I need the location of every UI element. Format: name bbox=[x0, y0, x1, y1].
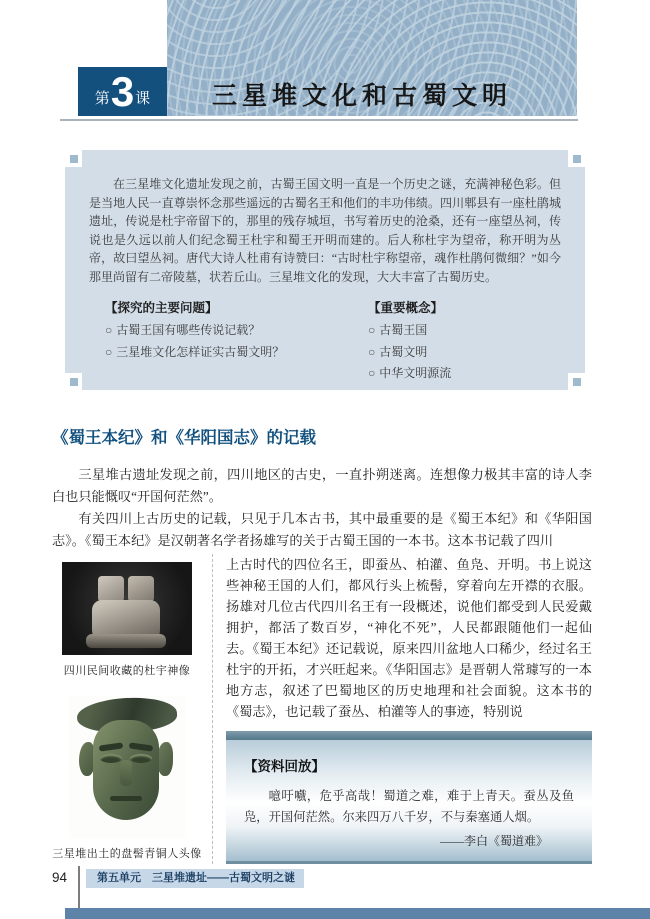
statue-shape bbox=[86, 634, 166, 648]
intro-panel bbox=[65, 150, 585, 390]
questions-heading: 【探究的主要问题】 bbox=[105, 301, 218, 315]
corner-square-icon bbox=[65, 373, 82, 390]
body-paragraph: 三星堆古遗址发现之前，四川地区的古史，一直扑朔迷离。连想像力极其丰富的诗人李白也只能慨叹“开国何茫然”。 bbox=[52, 467, 592, 504]
lesson-number-badge bbox=[78, 67, 167, 116]
circle-bullet-icon: ○ bbox=[105, 344, 113, 359]
lesson-prefix: 第 bbox=[94, 90, 110, 107]
section-heading: 《蜀王本纪》和《华阳国志》的记载 bbox=[52, 429, 316, 447]
concept-item bbox=[368, 342, 548, 364]
concept-text: 古蜀王国 bbox=[379, 323, 428, 337]
body-paragraph: 有关四川上古历史的记载，只见于几本古书，其中最重要的是《蜀王本纪》和《华阳国志》。《蜀王本纪》是汉朝著名学者扬雄写的关于古蜀王国的一本书。这本书记载了四川 bbox=[52, 511, 592, 548]
bronze-shape bbox=[120, 760, 132, 786]
header-divider bbox=[60, 119, 578, 121]
lesson-number: 3 bbox=[110, 67, 135, 115]
statue-photo bbox=[62, 562, 192, 655]
bronze-shape bbox=[157, 742, 173, 776]
figure-caption: 三星堆出土的盘髻青铜人头像 bbox=[52, 848, 202, 860]
corner-square-icon bbox=[568, 373, 585, 390]
intro-paragraph: 在三星堆文化遗址发现之前，古蜀王国文明一直是一个历史之谜，充满神秘色彩。但是当地人民一直尊崇怀念那些遥远的古蜀名王和他们的丰功伟绩。四川郫县有一座杜鹃城遗址，传说是杜宇帝留下的，那里的残存城垣，书写着历史的沧桑，还有一座望丛祠，传说也是久远以前人们纪念蜀王杜宇和蜀王开明而建的。后人称杜宇为望帝，称开明为丛帝，故曰望丛祠。唐代大诗人杜甫有诗赞曰：“古时杜宇称望帝，魂作杜鹃何微细？”如今那里尚留有二帝陵墓，状若丘山。三星堆文化的发现，大大丰富了古蜀历史。 bbox=[89, 177, 561, 284]
box-top-bar bbox=[226, 731, 592, 740]
box-body bbox=[226, 740, 592, 861]
concept-item bbox=[368, 363, 548, 385]
concepts-column bbox=[368, 298, 548, 385]
bronze-shape bbox=[110, 796, 142, 801]
corner-square-icon bbox=[65, 150, 82, 167]
concept-text: 中华文明源流 bbox=[379, 366, 452, 380]
circle-bullet-icon: ○ bbox=[368, 344, 376, 359]
question-text: 三星堆文化怎样证实古蜀文明？ bbox=[116, 344, 285, 359]
circle-bullet-icon: ○ bbox=[368, 323, 376, 337]
quote-text: 噫吁嚱，危乎高哉！蜀道之难，难于上青天。蚕丛及鱼凫，开国何茫然。尔来四万八千岁，不与秦塞通人烟。 bbox=[244, 789, 574, 824]
corner-square-icon bbox=[568, 150, 585, 167]
bottom-accent-bar bbox=[65, 908, 650, 919]
unit-banner: 第五单元 三星堆遗址——古蜀文明之谜 bbox=[86, 869, 304, 888]
statue-shape bbox=[98, 576, 124, 602]
question-item bbox=[105, 342, 368, 364]
statue-shape bbox=[128, 576, 154, 602]
figure-caption: 四川民间收藏的杜宇神像 bbox=[63, 665, 191, 677]
concept-text: 古蜀文明 bbox=[379, 344, 428, 359]
questions-column bbox=[105, 298, 368, 385]
lesson-suffix: 课 bbox=[135, 90, 151, 107]
concepts-heading: 【重要概念】 bbox=[368, 301, 444, 315]
circle-bullet-icon: ○ bbox=[368, 366, 376, 380]
figure-column bbox=[52, 554, 213, 864]
question-item bbox=[105, 320, 368, 342]
bronze-shape bbox=[130, 754, 152, 763]
main-content bbox=[52, 424, 592, 864]
question-text: 古蜀王国有哪些传说记载？ bbox=[116, 323, 261, 337]
quote-attribution: ——李白《蜀道难》 bbox=[439, 834, 548, 848]
box-heading: 【资料回放】 bbox=[244, 759, 325, 774]
circle-bullet-icon: ○ bbox=[105, 323, 113, 337]
box-bottom-bar bbox=[226, 861, 592, 864]
source-replay-box bbox=[226, 731, 592, 864]
page-title: 三星堆文化和古蜀文明 bbox=[212, 83, 513, 110]
two-column-layout bbox=[52, 554, 592, 864]
bronze-shape bbox=[100, 754, 122, 763]
intro-columns bbox=[65, 286, 585, 385]
bronze-head-photo bbox=[69, 696, 185, 838]
concept-item bbox=[368, 320, 548, 342]
page-number: 94 bbox=[52, 870, 68, 885]
body-paragraph: 上古时代的四位名王，即蚕丛、柏灌、鱼凫、开明。书上说这些神秘王国的人们，都风行头上梳髻，穿着向左开襟的衣服。扬雄对几位古代四川名王有一段概述，说他们都受到人民爱戴拥护，都活了数百岁，“神化不死”，人民都跟随他们一起仙去。《蜀王本纪》还记载说，原来四川盆地人口稀少，经过名王杜宇的开拓，才兴旺起来。《华阳国志》是晋朝人常璩写的一本地方志，叙述了巴蜀地区的历史地理和社会面貌。这本书的《蜀志》，也记载了蚕丛、柏灌等人的事迹，特别说 bbox=[226, 557, 592, 719]
text-column bbox=[213, 554, 592, 864]
